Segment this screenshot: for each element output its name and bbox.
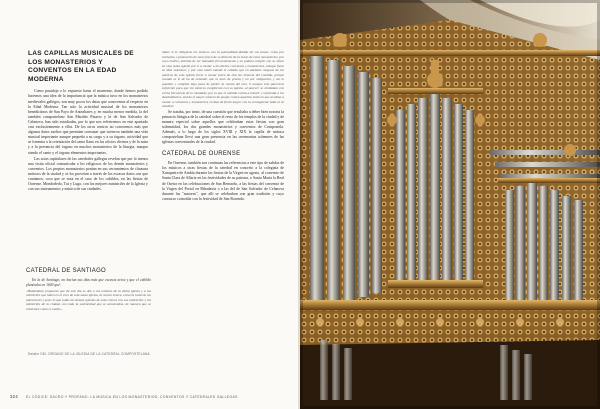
page-footer [10, 394, 295, 402]
left-page [0, 0, 298, 409]
body-paragraph: Se trataba, por tanto, de una cuestión que resultaba a deber bien notoria la primacía litúrgica de la catedral sobre el resto de los templos de la ciudad y de manera especial sobre aquellos que celebraban estas fiestas con gran solemnidad, los dos grandes monasterios y conventos de Compostela. Además, a lo largo de los siglos XVIII y XIX la capilla de música compostelana llevó una gran presencia en las ceremonias solemnes de las iglesias conventuales de la ciudad. [162, 109, 284, 145]
article-title: LAS CAPILLAS MUSICALES DE LOS MONASTERIOS Y CONVENTOS EN LA EDAD MODERNA [28, 50, 134, 83]
photo-caption: Detalle DEL ÓRGANO DE LA IGLESIA DE LA CATEDRAL COMPOSTELANA [28, 352, 150, 356]
section-heading-santiago: CATEDRAL DE SANTIAGO [26, 268, 107, 274]
quote-continuation: Saber si se obligaron los músicos con la puntualidad debida sin sus tareas, como por iniciativa y promoción de otros fuera de su diócesis de la mano de estos monasterios, por cuyo motivo, habrían de ser llamados frecuentemente y no podían cumplir con su oficio en esta santa iglesia por ir a cantar a los dichos conventos y monasterios, aunque fuese en días solemnes, y por esta razón mandó el cabildo que en adelante ninguno de los músicos de esta iglesia fuese a cantar fuera de ella sin licencia del Cabildo, porque cuando se le dé ha de entender que lo hace de gracia y no por obligación, y así lo guarden y cumplan bajo pena de perder la ración del mes. Y aunque esto pareciera suficiente para que los músicos cumplieran con su iglesia, al parecer se olvidaban con cierta frecuencia de lo mandado, por lo que el cabildo volvía a insistir y reprendía a los desobedientes, siendo el mayor número de quejas contra aquellos músicos que acudían a cantar a conventos y monasterios en días de fiesta mayor con la consiguiente falta en la catedral. [162, 50, 284, 108]
text-column-left-lower [26, 262, 151, 312]
organ-photograph [300, 0, 600, 409]
running-head: EL CÓDICE: SACRO Y PROFANO: LA MÚSICA EN LOS MONASTERIOS, CONVENTOS Y CATEDRALES GALLEGAS [26, 394, 238, 399]
section-heading-ourense: CATEDRAL DE OURENSE [162, 151, 241, 158]
body-paragraph: En Ourense, también son continuas las referencias a este tipo de salidas de los músicos a otras fiestas de la catedral en concreto a la colegiata de Xunqueira de Ambía durante las fiestas de la Virgen en agosto, al convento de Santa Clara de Allariz en las festividades de su patrona, o Santa María la Real de Oseira en las celebraciones de San Bernardo, a las fiestas del convento de la Virgen del Portal en Ribadavia o a las del de San Salvador de Celanova durante las "maiores", que allí se celebraban con gran tradición y cuyo concurso coincidía con la festividad de San Rosendo. [162, 161, 284, 201]
text-column-left [28, 50, 148, 193]
organ-illustration [300, 0, 600, 409]
text-column-right [162, 50, 284, 203]
quote-paragraph: «Habiéndose propuesto que de este día se den a los músicos de la dicha iglesia y a los ministriles que tañen en el coro de esta santa iglesia, la ración entera, como la tuvieron los antecesores y pues lo que todas las demás iglesias de estos reinos con sus ministriles y los ministriles de la ciudad, con toda la solemnidad que se acostumbra, de manera que se solemnice como es razón». [26, 288, 151, 311]
page-number: 324 [10, 394, 19, 399]
body-paragraph: Como paradoja a lo expuesto hasta el momento, donde hemos podido hacernos una idea de la importancia que la música tuvo en los monasterios medievales gallegos, son muy pocos los datos que conocemos al respecto en la Edad Moderna. Tan solo la actividad musical de los monasterios benedictinos de San Payo de Antealtares y, en mucha menor medida, la del también compostelano San Martiño Pinario y la de San Salvador de Celanova, han sido estudiadas, por lo que nos referiremos en este apartado casi exclusivamente a ellos. De los otros centros no conocemos más que algunos datos sueltos que permiten constatar que tuvieron también una vida musical importante aunque pequeña a su cargo y a su órgano, actividad que se fomenta a la orientación del canto llano en los oficios divinos y de la misa y a la presencia del órgano en muchos monasterios de la liturgia, aunque siendo el canto y el órgano elementos importantes. [28, 89, 148, 155]
body-paragraph: En la de Santiago, no hacían sus días más que escasos actos y que el cabildo planteaba en 1640 qué: [26, 278, 151, 287]
body-paragraph: Las actas capitulares de las catedrales gallegas revelan que por lo menos una visita oficial comunicaba a los religiosos de los demás monasterios y conventos. Los propios monasterios ponían en sus cerramientos de clausura músicos de la ciudad y se los proveían a través de los escasos datos con que contamos, cosa que se nota en el caso de los cabildos, en las fiestas de Ourense, Mondoñedo, Tui y Lugo, con los mejores ministriles de la Iglesia y con sus instrumentos y música de sus ciudades. [28, 156, 148, 192]
